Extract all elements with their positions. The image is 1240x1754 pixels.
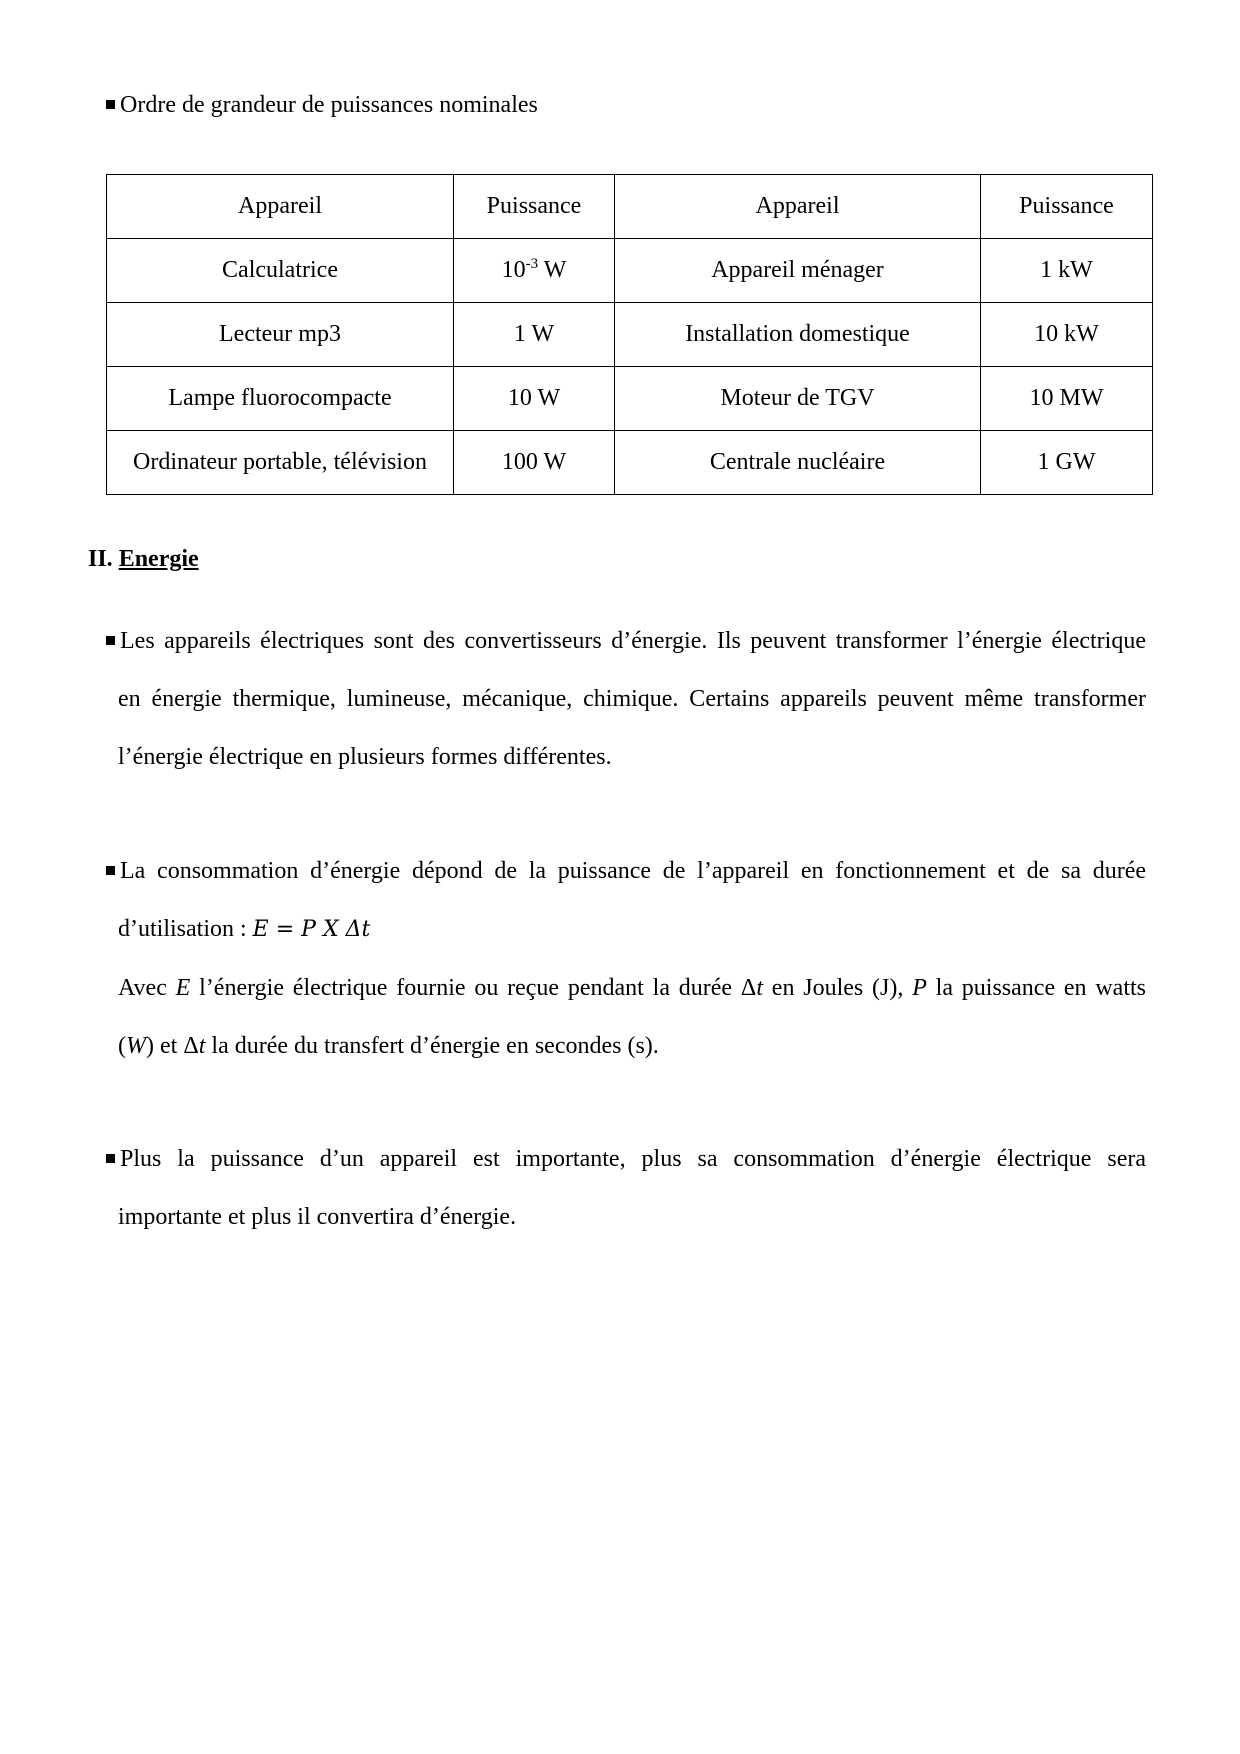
cell-power: 10 kW: [981, 303, 1153, 367]
var-t: t: [756, 975, 763, 1001]
table-row: [107, 239, 1153, 303]
table-caption: [106, 90, 538, 120]
table-row: [107, 431, 1153, 495]
var-w: W: [126, 1033, 146, 1059]
square-bullet-icon: [106, 866, 115, 875]
table-row: [107, 303, 1153, 367]
square-bullet-icon: [106, 1154, 115, 1163]
cell-device: Lecteur mp3: [107, 303, 454, 367]
cell-device: Installation domestique: [615, 303, 981, 367]
paragraph-line: [106, 612, 1146, 670]
text-run: (: [118, 1033, 126, 1059]
cell-device: Calculatrice: [107, 239, 454, 303]
table-header-row: [107, 175, 1153, 239]
header-puissance-2: Puissance: [981, 175, 1153, 239]
energy-formula: E = P X Δt: [252, 917, 371, 942]
paragraph-line: en énergie thermique, lumineuse, mécanique, chimique. Certains appareils peuvent même transformer: [118, 686, 1146, 712]
cell-device: Centrale nucléaire: [615, 431, 981, 495]
line-text: Les appareils électriques sont des convertisseurs d’énergie. Ils peuvent transformer l’énergie électrique: [120, 628, 1146, 654]
cell-power: 100 W: [454, 431, 615, 495]
cell-power: 1 GW: [981, 431, 1153, 495]
text-run: la puissance en watts: [926, 975, 1147, 1001]
paragraph-line: [106, 842, 1146, 900]
cell-power: 1 kW: [981, 239, 1153, 303]
power-exponent: -3: [525, 256, 539, 272]
paragraph-consumption: [106, 842, 1146, 1075]
paragraph-converters: [106, 612, 1146, 786]
header-appareil-2: Appareil: [615, 175, 981, 239]
paragraph-line: [106, 1017, 1146, 1075]
table-row: [107, 367, 1153, 431]
section-heading: [88, 544, 199, 574]
text-run: Avec: [118, 975, 176, 1001]
section-title: Energie: [118, 546, 199, 572]
section-number: II.: [88, 546, 113, 572]
cell-device: Appareil ménager: [615, 239, 981, 303]
paragraph-line: importante et plus il convertira d’énergie.: [118, 1204, 517, 1230]
paragraph-line: [106, 900, 1146, 959]
line-text: Plus la puissance d’un appareil est importante, plus sa consommation d’énergie électrique sera: [120, 1146, 1146, 1172]
text-run: la durée du transfert d’énergie en secondes (s).: [205, 1033, 659, 1059]
line-text: La consommation d’énergie dépond de la puissance de l’appareil en fonctionnement et de sa durée: [120, 858, 1146, 884]
line-text: d’utilisation :: [118, 916, 253, 942]
var-p: P: [912, 975, 927, 1001]
header-appareil-1: Appareil: [107, 175, 454, 239]
paragraph-line: [106, 1130, 1146, 1188]
text-run: ) et Δ: [146, 1033, 199, 1059]
power-base: 10: [501, 257, 526, 283]
power-table: [106, 174, 1153, 495]
caption-text: Ordre de grandeur de puissances nominales: [120, 92, 538, 118]
cell-power: 1 W: [454, 303, 615, 367]
square-bullet-icon: [106, 100, 115, 109]
power-unit: W: [538, 257, 567, 283]
paragraph-power: [106, 1130, 1146, 1246]
paragraph-line: l’énergie électrique en plusieurs formes différentes.: [118, 744, 612, 770]
cell-power: 10 W: [454, 367, 615, 431]
var-e: E: [175, 975, 191, 1001]
text-run: en Joules (J),: [762, 975, 913, 1001]
cell-power: 10 MW: [981, 367, 1153, 431]
cell-device: Lampe fluorocompacte: [107, 367, 454, 431]
cell-device: Ordinateur portable, télévision: [107, 431, 454, 495]
cell-device: Moteur de TGV: [615, 367, 981, 431]
paragraph-line: [106, 959, 1146, 1017]
square-bullet-icon: [106, 636, 115, 645]
cell-power: [454, 239, 615, 303]
text-run: l’énergie électrique fournie ou reçue pendant la durée Δ: [190, 975, 757, 1001]
var-t: t: [198, 1033, 206, 1059]
header-puissance-1: Puissance: [454, 175, 615, 239]
